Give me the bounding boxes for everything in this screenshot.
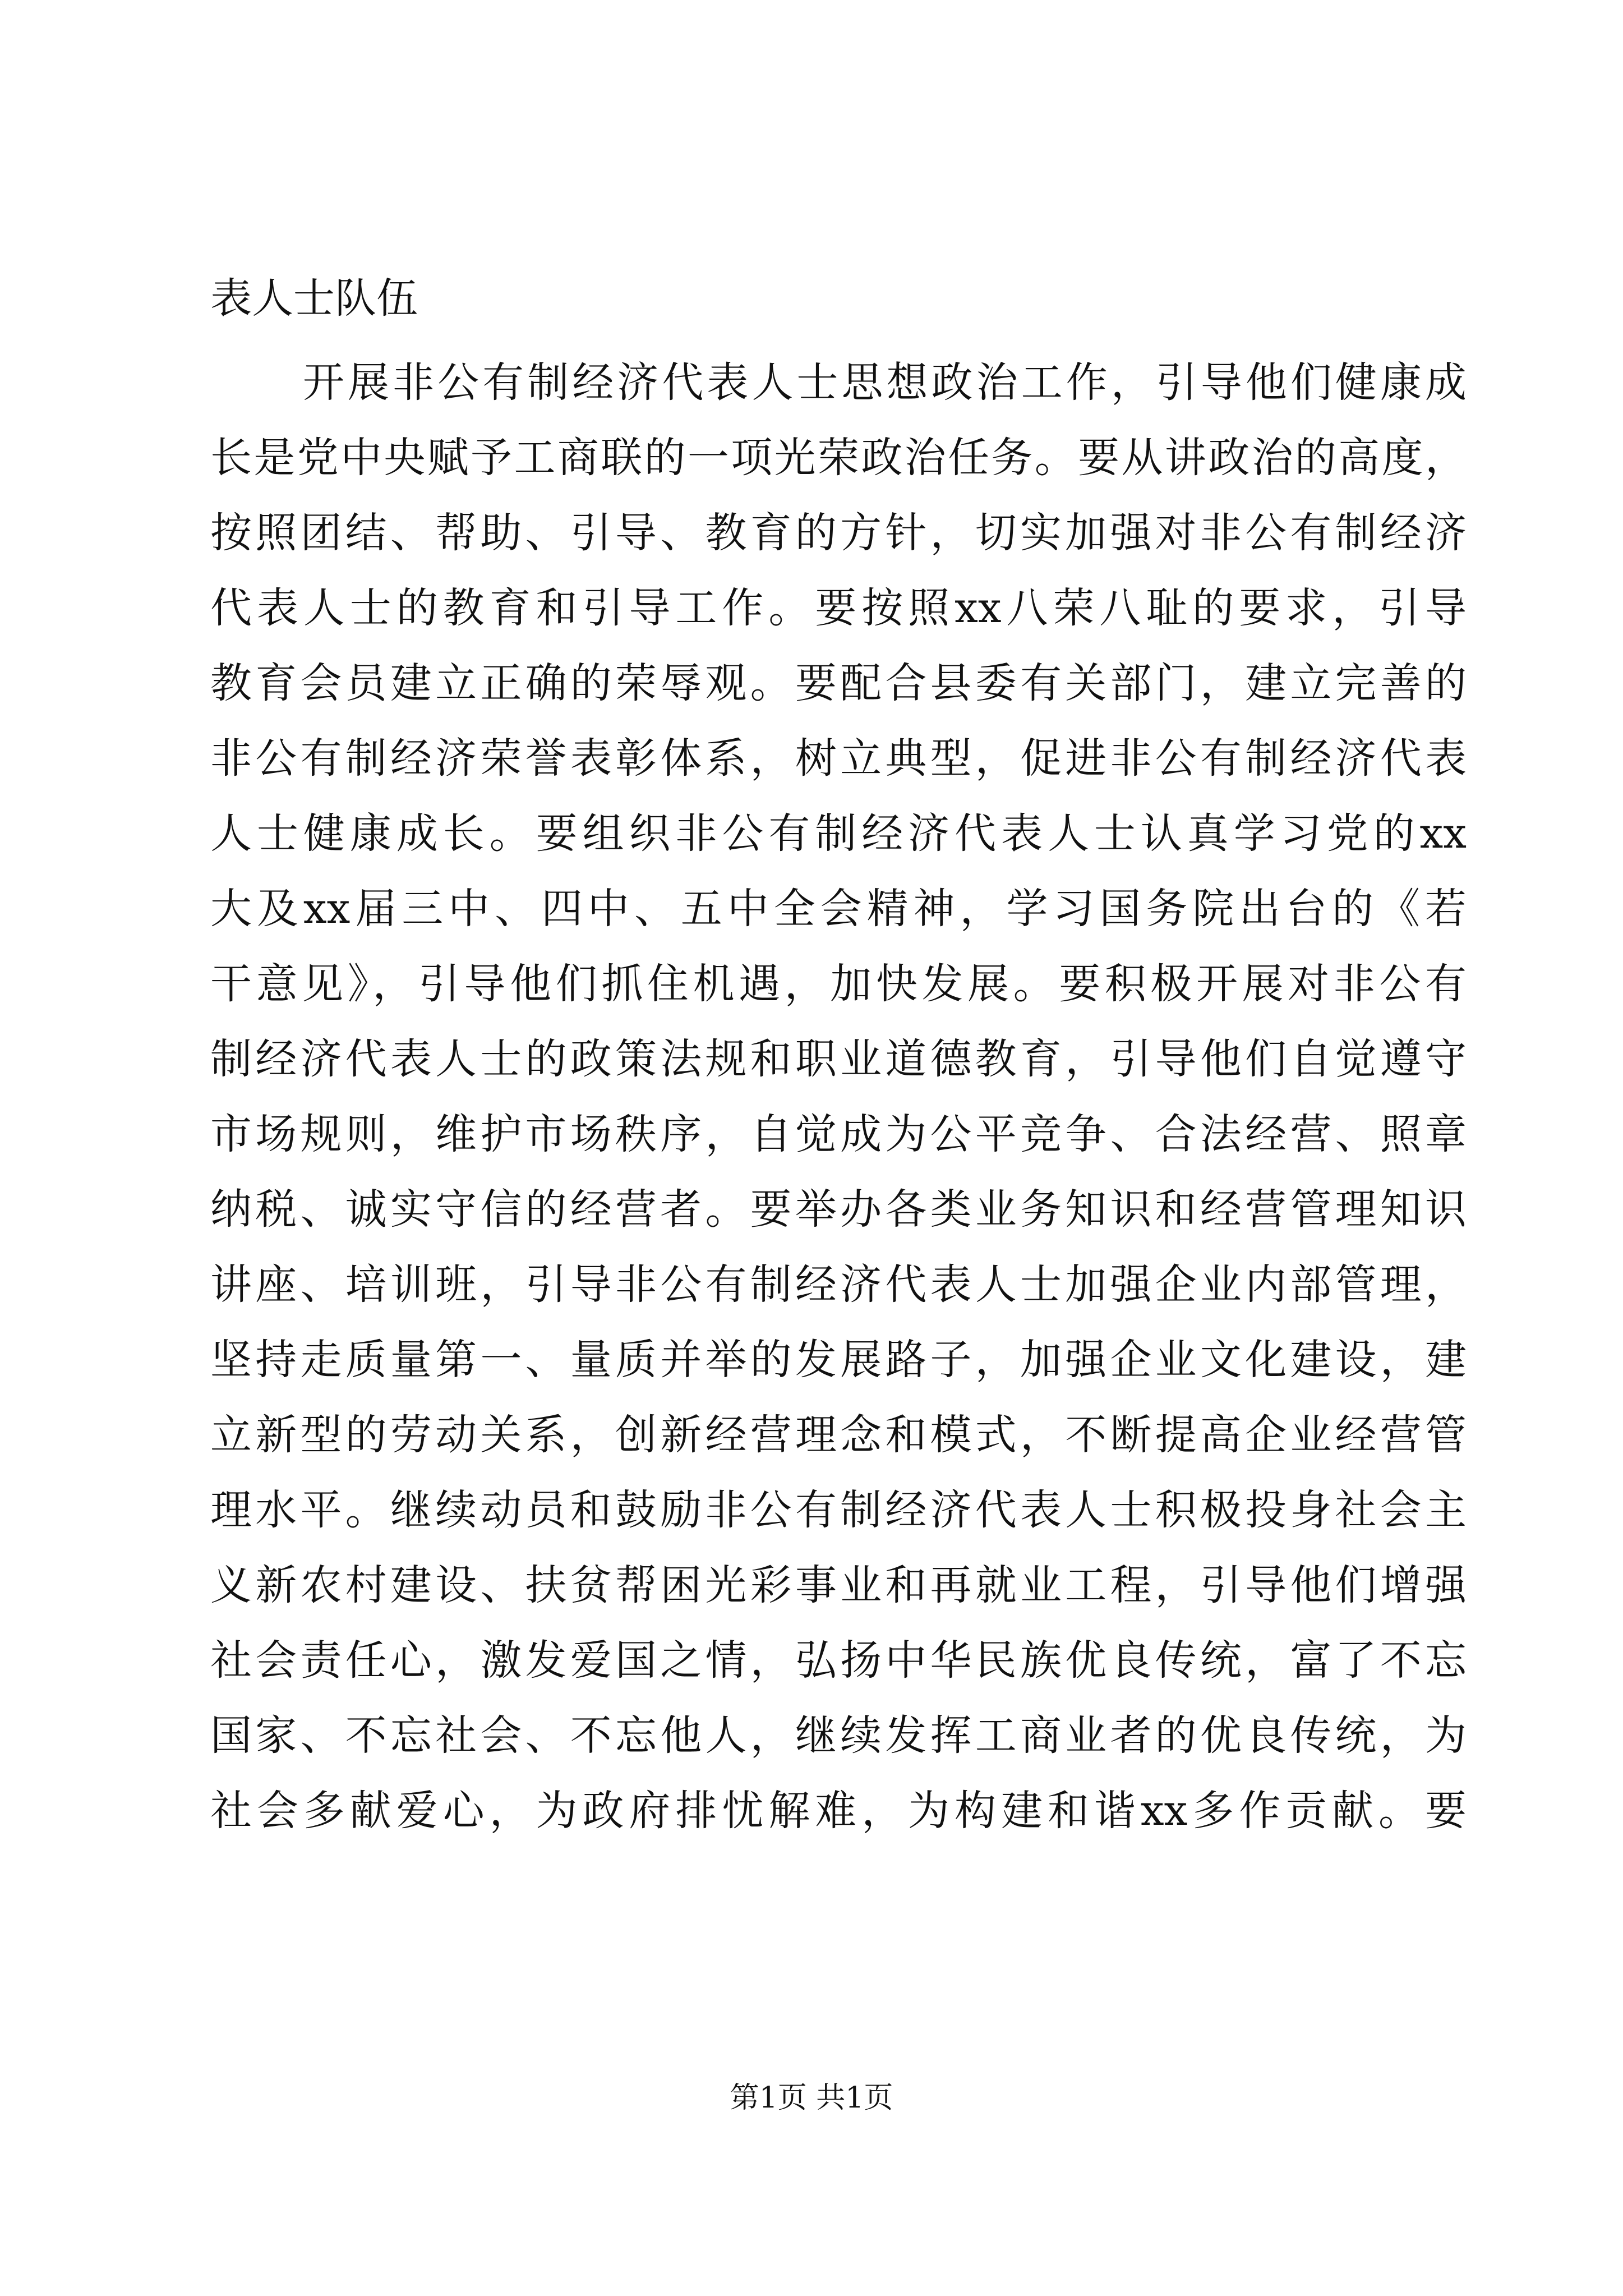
page-number-footer: 第1页 共1页 bbox=[730, 2081, 893, 2115]
paragraph-line: 坚持走质量第一、量质并举的发展路子，加强企业文化建设，建 bbox=[210, 1336, 1467, 1384]
section-heading-fragment: 表人士队伍 bbox=[210, 274, 418, 323]
paragraph-line: 义新农村建设、扶贫帮困光彩事业和再就业工程，引导他们增强 bbox=[210, 1561, 1467, 1609]
paragraph-line: 立新型的劳动关系，创新经营理念和模式，不断提高企业经营管 bbox=[210, 1411, 1467, 1459]
paragraph-line: 非公有制经济荣誉表彰体系，树立典型，促进非公有制经济代表 bbox=[210, 734, 1467, 783]
paragraph-line: 干意见》，引导他们抓住机遇，加快发展。要积极开展对非公有 bbox=[210, 960, 1467, 1008]
paragraph-line: 理水平。继续动员和鼓励非公有制经济代表人士积极投身社会主 bbox=[210, 1486, 1467, 1534]
paragraph-line: 长是党中央赋予工商联的一项光荣政治任务。要从讲政治的高度， bbox=[210, 434, 1467, 482]
paragraph-line: 人士健康成长。要组织非公有制经济代表人士认真学习党的xx bbox=[210, 809, 1467, 858]
paragraph-line: 纳税、诚实守信的经营者。要举办各类业务知识和经营管理知识 bbox=[210, 1185, 1467, 1234]
paragraph-line: 市场规则，维护市场秩序，自觉成为公平竞争、合法经营、照章 bbox=[210, 1110, 1467, 1158]
paragraph-line: 讲座、培训班，引导非公有制经济代表人士加强企业内部管理， bbox=[210, 1260, 1467, 1309]
paragraph-line: 教育会员建立正确的荣辱观。要配合县委有关部门，建立完善的 bbox=[210, 659, 1467, 707]
paragraph-line: 制经济代表人士的政策法规和职业道德教育，引导他们自觉遵守 bbox=[210, 1035, 1467, 1083]
paragraph-line: 社会责任心，激发爱国之情，弘扬中华民族优良传统，富了不忘 bbox=[210, 1636, 1467, 1685]
paragraph-line: 国家、不忘社会、不忘他人，继续发挥工商业者的优良传统，为 bbox=[210, 1711, 1467, 1760]
paragraph-line: 大及xx届三中、四中、五中全会精神，学习国务院出台的《若 bbox=[210, 885, 1467, 933]
paragraph-line: 开展非公有制经济代表人士思想政治工作，引导他们健康成 bbox=[303, 358, 1467, 407]
paragraph-line: 按照团结、帮助、引导、教育的方针，切实加强对非公有制经济 bbox=[210, 509, 1467, 557]
paragraph-line: 社会多献爱心，为政府排忧解难，为构建和谐xx多作贡献。要 bbox=[210, 1787, 1467, 1835]
paragraph-line: 代表人士的教育和引导工作。要按照xx八荣八耻的要求，引导 bbox=[210, 584, 1467, 632]
